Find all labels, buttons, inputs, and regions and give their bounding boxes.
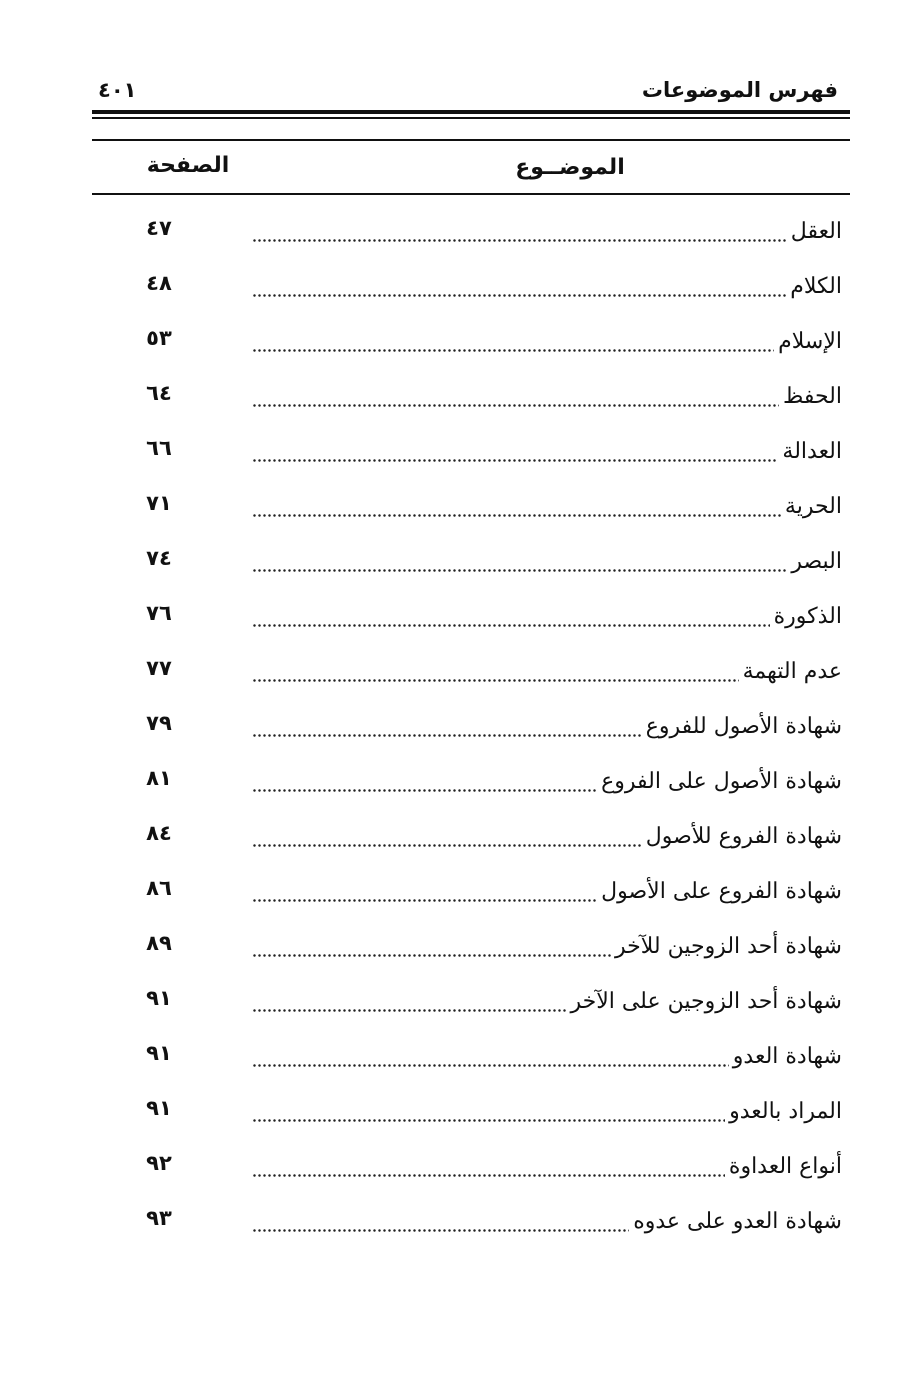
toc-entry-page: ٧٧	[146, 656, 172, 680]
toc-entry-page: ٧٩	[146, 711, 172, 735]
toc-entry	[92, 1139, 850, 1194]
toc-entry	[92, 974, 850, 1029]
toc-entry-page: ٦٤	[146, 381, 172, 405]
toc-entry	[92, 479, 850, 534]
dot-leader	[252, 487, 781, 527]
toc-entry-page: ٩١	[146, 986, 172, 1010]
toc-entry-page: ٩٢	[146, 1151, 172, 1175]
toc-entry-page: ٨١	[146, 766, 172, 790]
toc-entry-page: ٤٨	[146, 271, 172, 295]
toc-entry-title: شهادة العدو	[732, 1044, 842, 1069]
toc-entry	[92, 369, 850, 424]
toc-entry	[92, 919, 850, 974]
toc-entry	[92, 589, 850, 644]
toc-entry-title: الذكورة	[773, 604, 842, 629]
dot-leader	[252, 1202, 629, 1242]
toc-entry-page: ٦٦	[146, 436, 172, 460]
dot-leader	[252, 652, 739, 692]
toc-entry	[92, 1194, 850, 1249]
dot-leader	[252, 267, 786, 307]
dot-leader	[252, 542, 787, 582]
table-top-rule	[92, 139, 850, 141]
table-header-rule	[92, 193, 850, 195]
toc-entry	[92, 424, 850, 479]
toc-entry-title: المراد بالعدو	[729, 1099, 842, 1124]
toc-entry	[92, 314, 850, 369]
toc-entry-title: الحرية	[784, 494, 842, 519]
dot-leader	[252, 1037, 729, 1077]
header-rule-thick	[92, 110, 850, 114]
toc-entry-page: ٤٧	[146, 216, 172, 240]
toc-entry-title: شهادة أحد الزوجين للآخر	[615, 934, 842, 959]
toc-entry-title: شهادة الفروع للأصول	[645, 824, 842, 849]
toc-entry-title: الكلام	[790, 274, 842, 299]
toc-entry	[92, 754, 850, 809]
toc-entry-page: ٨٦	[146, 876, 172, 900]
toc-entry	[92, 1084, 850, 1139]
dot-leader	[252, 212, 787, 252]
toc-entry	[92, 259, 850, 314]
toc-entry-title: الحفظ	[782, 384, 842, 409]
toc-entry-title: شهادة الفروع على الأصول	[601, 879, 842, 904]
toc-entry-title: الإسلام	[778, 329, 842, 354]
dot-leader	[252, 762, 597, 802]
toc-entry	[92, 864, 850, 919]
toc-entry-page: ٩١	[146, 1096, 172, 1120]
toc-entry-page: ٧١	[146, 491, 172, 515]
dot-leader	[252, 927, 611, 967]
running-title: فهرس الموضوعات	[641, 78, 838, 102]
dot-leader	[252, 817, 642, 857]
dot-leader	[252, 707, 642, 747]
toc-entry-page: ٨٤	[146, 821, 172, 845]
toc-entry-title: عدم التهمة	[742, 659, 842, 684]
toc-entry-title: العدالة	[782, 439, 842, 464]
dot-leader	[252, 872, 597, 912]
toc-entry-page: ٨٩	[146, 931, 172, 955]
toc-entry-title: العقل	[790, 219, 842, 244]
toc-entry-title: شهادة أحد الزوجين على الآخر	[570, 989, 842, 1014]
toc-entry-title: البصر	[791, 549, 842, 574]
dot-leader	[252, 597, 770, 637]
dot-leader	[252, 432, 778, 472]
page-number: ٤٠١	[98, 78, 137, 102]
toc-entry-page: ٩٣	[146, 1206, 172, 1230]
toc-entry-title: شهادة الأصول على الفروع	[601, 769, 842, 794]
toc-entry-page: ٧٤	[146, 546, 172, 570]
dot-leader	[252, 982, 566, 1022]
dot-leader	[252, 1147, 725, 1187]
header-rule-thin	[92, 117, 850, 119]
toc-entry-title: شهادة الأصول للفروع	[645, 714, 842, 739]
dot-leader	[252, 322, 774, 362]
toc-entry-title: شهادة العدو على عدوه	[633, 1209, 842, 1234]
toc-entry-title: أنواع العداوة	[728, 1154, 842, 1179]
dot-leader	[252, 1092, 725, 1132]
toc-entry	[92, 534, 850, 589]
toc-entry	[92, 809, 850, 864]
toc-entry	[92, 1029, 850, 1084]
toc-entry-page: ٧٦	[146, 601, 172, 625]
toc-entries	[92, 204, 850, 1249]
column-header-page: الصفحة	[146, 153, 230, 178]
toc-entry	[92, 644, 850, 699]
toc-entry	[92, 699, 850, 754]
column-header-topic: الموضــوع	[515, 155, 625, 180]
toc-entry-page: ٩١	[146, 1041, 172, 1065]
dot-leader	[252, 377, 779, 417]
running-header	[92, 74, 842, 106]
toc-entry-page: ٥٣	[146, 326, 172, 350]
toc-entry	[92, 204, 850, 259]
